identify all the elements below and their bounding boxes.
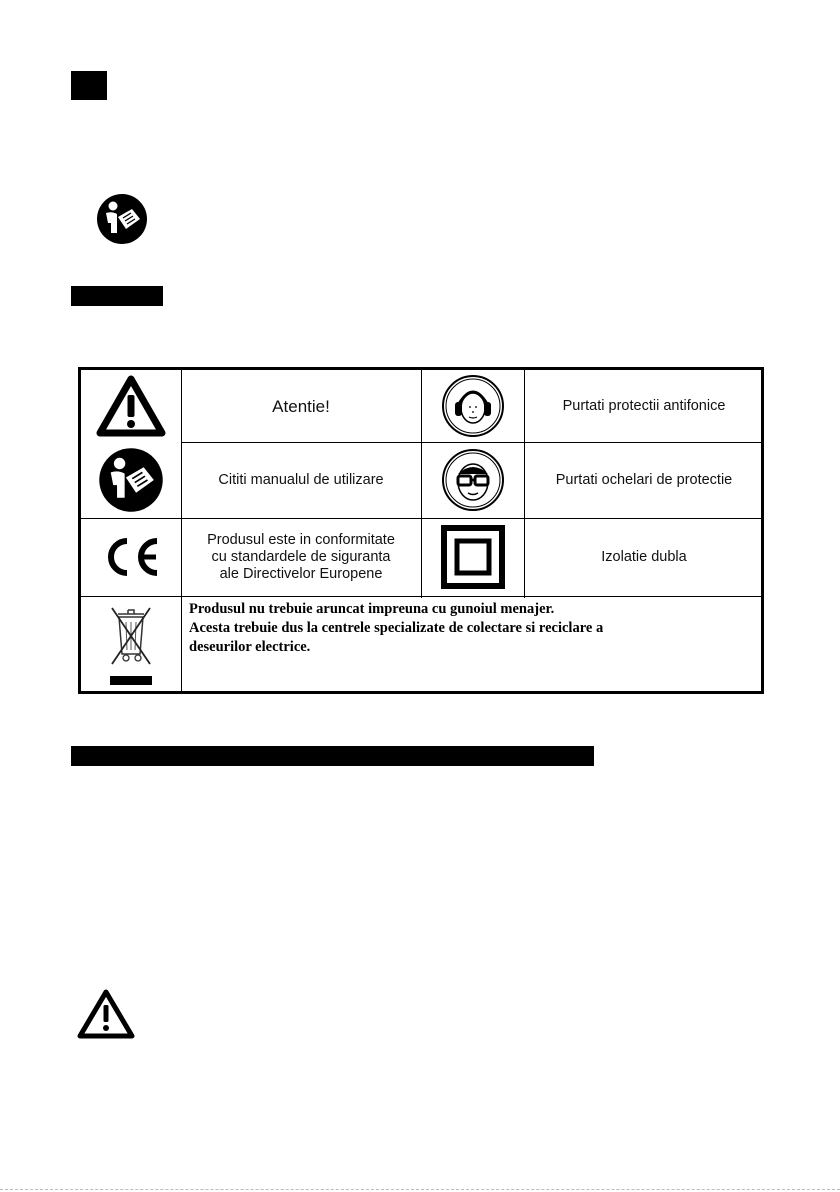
double-insulation-icon [421,518,524,596]
ear-protection-label: Purtati protectii antifonice [562,397,726,414]
page-bottom-edge [0,1189,840,1190]
warning-label-cell [181,370,421,442]
warning-triangle-icon [81,370,181,442]
ce-label-line-3: ale Directivelor Europene [219,565,383,582]
read-manual-icon [96,193,148,245]
manual-label-cell [181,442,421,518]
ce-label-line-1: Produsul este in conformitate [207,531,395,548]
read-manual-table-icon [81,442,181,518]
manual-label: Cititi manualul de utilizare [218,471,384,488]
double-insulation-label: Izolatie dubla [601,548,687,565]
crossed-bin-icon [81,596,181,694]
eye-protection-label: Purtati ochelari de protectie [555,471,733,488]
disposal-line-2: Acesta trebuie dus la centrele specializate de colectare si reciclare a [189,620,604,636]
ear-protection-label-cell [524,370,764,442]
warning-triangle-icon [76,988,136,1040]
disposal-text-cell [181,596,764,694]
redacted-heading-3 [71,746,594,766]
disposal-line-1: Produsul nu trebuie aruncat impreuna cu gunoiul menajer. [189,601,555,617]
eye-protection-label-cell [524,442,764,518]
ce-label-cell [181,518,421,596]
ce-mark-icon [81,518,181,596]
disposal-line-3: deseurilor electrice. [189,639,311,655]
warning-label: Atentie! [272,396,330,416]
redacted-heading-1 [71,71,107,100]
eye-protection-icon [421,442,524,518]
redacted-heading-2 [71,286,163,306]
ce-label-line-2: cu standardele de siguranta [211,548,391,565]
ear-protection-icon [421,370,524,442]
symbols-table [78,367,764,694]
double-insulation-label-cell [524,518,764,596]
